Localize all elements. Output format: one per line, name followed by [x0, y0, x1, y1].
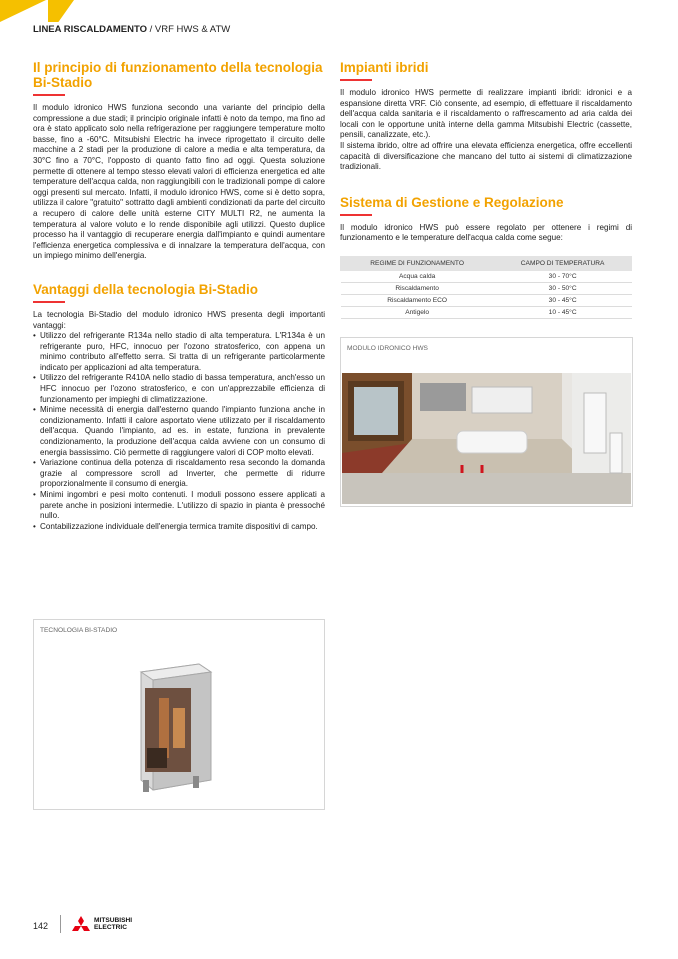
running-header	[33, 24, 230, 35]
list-item: • Minime necessità di energia dall'esterno quando l'impianto funziona anche in condizionamento. Infatti il calore asportato viene utilizzato per il riscaldamento dell'acqua. Quando l'impianto, ad es. in estate, funziona in prevalente condizionamento, la produzione dell'acqua calda avviene con un consumo di energia bassissimo. Ciò permette di raggiungere valori di COP molto elevati.	[33, 405, 325, 458]
figure-bistadio	[33, 619, 325, 810]
header-sub: / VRF HWS & ATW	[147, 24, 231, 35]
section-title-ibridi: Impianti ibridi	[340, 60, 429, 75]
principio-body: Il modulo idronico HWS funziona secondo una variante del principio della compressione a due stadi; il principio originale infatti è noto da tempo, ma fino ad ora è stato applicato solo nella refrigerazione per raggiungere temperature molto basse, fino a -60°C. Mitsubishi Electric ha invece riprogettato il circuito delle macchine a 2 stadi per la produzione di calore a media e alta temperatura, da 30°C fino a 70°C, l'opposto di quanto fatto fino ad oggi. Questa soluzione permette di ottenere al tempo stesso elevati valori di efficienza energetica ed alte temperature dell'acqua calda, non raggiungibili con le tradizionali pompe di calore oggi presenti sul mercato. Infatti, il modulo idronico HWS, come si è detto sopra, utilizza il calore "gratuito" sottratto dagli ambienti condizionati da parte del circuito a recupero di calore delle unità esterne CITY MULTI R2, ne aumenta la temperatura al valore voluto e lo rende disponibile agli utilizzi. Questo duplice processo ha il vantaggio di recuperare energia dall'impianto e quindi aumentare l'efficienza energetica complessiva e di innalzare la temperatura dell'acqua, con un impiego minimo dell'energia.	[33, 103, 325, 261]
brand-line-2: ELECTRIC	[94, 924, 127, 931]
list-item: • Variazione continua della potenza di riscaldamento resa secondo la domanda grazie al compressore scroll ad Inverter, che permette di ridurre proporzionalmente il consumo di energia.	[33, 458, 325, 490]
page-number: 142	[33, 921, 49, 931]
figure-caption: TECNOLOGIA BI-STADIO	[40, 627, 118, 634]
table-cell: 30 - 50°C	[494, 282, 632, 294]
footer-divider	[60, 915, 61, 933]
section-title-gestione: Sistema di Gestione e Regolazione	[340, 194, 564, 210]
list-item: • Contabilizzazione individuale dell'energia termica tramite dispositivi di campo.	[33, 522, 325, 533]
table-header: CAMPO DI TEMPERATURA	[494, 256, 632, 270]
brand-line-1: MITSUBISHI	[94, 917, 133, 924]
hws-unit-illustration	[129, 658, 219, 798]
corner-accent	[0, 0, 46, 22]
list-item: • Utilizzo del refrigerante R410A nello stadio di bassa temperatura, anch'esso un HFC innocuo per l'ozono stratosferico, e con un'apprezzabile efficienza di funzionamento per impieghi di climatizzazione.	[33, 373, 325, 405]
gestione-body: Il modulo idronico HWS può essere regolato per ottenere i regimi di funzionamento e le temperature dell'acqua calda come segue:	[340, 222, 632, 243]
ibridi-body-2: Il sistema ibrido, oltre ad offrire una elevata efficienza energetica, offre eccellenti capacità di diversificazione che mancano del tutto ai sistemi di climatizzazione tradizionali.	[340, 140, 632, 172]
table-row	[341, 306, 632, 318]
table-row	[341, 270, 632, 282]
section-title-principio: Il principio di funzionamento della tecnologia Bi-Stadio	[33, 60, 323, 90]
ibridi-body: Il modulo idronico HWS permette di realizzare impianti ibridi: idronici e a espansione diretta VRF. Ciò consente, ad esempio, di effettuare il riscaldamento dell'acqua calda sanitaria e il riscaldamento o raffrescamento ad aria calda dei locali con le opportune unità interne della gamma Mitsubishi Electric (cassette, pensili, canalizzate, etc.).	[340, 88, 632, 140]
table-cell: Acqua calda	[341, 270, 494, 282]
vantaggi-intro: La tecnologia Bi-Stadio del modulo idronico HWS presenta degli importanti vantaggi:	[33, 309, 325, 330]
title-rule	[33, 94, 65, 96]
list-item: • Utilizzo del refrigerante R134a nello stadio di alta temperatura. L'R134a è un refrigerante puro, HFC, innocuo per l'ozono stratosferico, con appena un minimo contributo all'effetto serra. Si tratta di un refrigerante particolarmente indicato per applicazioni ad alta temperatura.	[33, 331, 325, 373]
temperature-table	[340, 256, 632, 319]
title-rule	[33, 301, 65, 303]
section-title-vantaggi: Vantaggi della tecnologia Bi-Stadio	[33, 281, 259, 297]
header-section: LINEA RISCALDAMENTO	[33, 24, 147, 35]
list-item: • Minimi ingombri e pesi molto contenuti. I moduli possono essere applicati a parete anche in posizioni intermedie. L'utilizzo di spazio in pianta è pressoché nullo.	[33, 490, 325, 522]
table-cell: 30 - 45°C	[494, 294, 632, 306]
corner-accent-2	[48, 0, 74, 22]
right-column	[340, 60, 632, 319]
title-rule	[340, 79, 372, 81]
figure-caption: MODULO IDRONICO HWS	[347, 345, 428, 352]
house-cutaway-illustration	[342, 373, 631, 504]
left-column	[33, 60, 325, 532]
figure-modulo-hws	[340, 337, 633, 507]
vantaggi-list	[33, 331, 325, 532]
table-row	[341, 282, 632, 294]
table-cell: Antigelo	[341, 306, 494, 318]
title-rule	[340, 214, 372, 216]
brand-name	[94, 917, 132, 931]
table-row	[341, 294, 632, 306]
mitsubishi-logo-icon	[71, 916, 91, 934]
table-header: REGIME DI FUNZIONAMENTO	[341, 256, 494, 270]
table-cell: 30 - 70°C	[494, 270, 632, 282]
table-cell: Riscaldamento	[341, 282, 494, 294]
table-cell: Riscaldamento ECO	[341, 294, 494, 306]
table-cell: 10 - 45°C	[494, 306, 632, 318]
